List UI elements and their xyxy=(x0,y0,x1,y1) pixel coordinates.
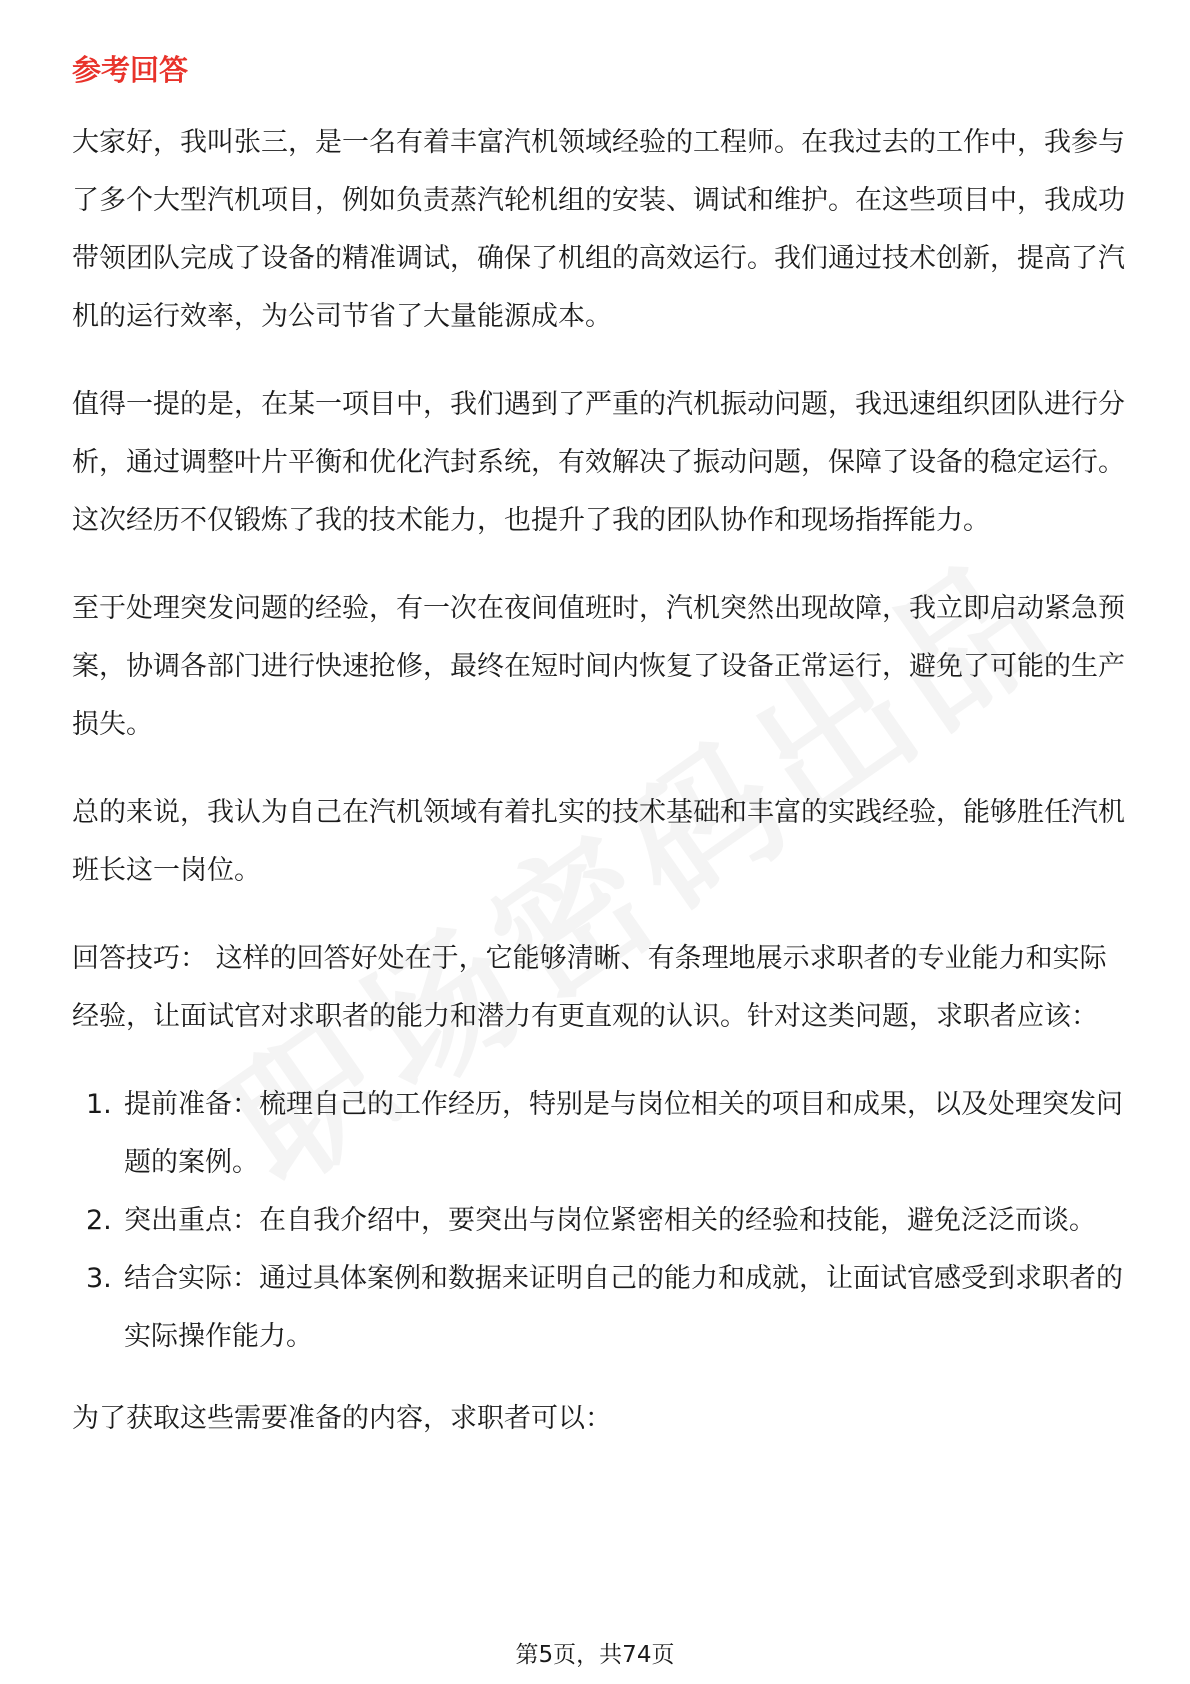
list-item xyxy=(72,1076,1128,1192)
page-number: 第5页，共74页 xyxy=(515,1642,675,1668)
paragraph-intro: 大家好，我叫张三，是一名有着丰富汽机领域经验的工程师。在我过去的工作中，我参与了多个大型汽机项目，例如负责蒸汽轮机组的安装、调试和维护。在这些项目中，我成功带领团队完成了设备的精准调试，确保了机组的高效运行。我们通过技术创新，提高了汽机的运行效率，为公司节省了大量能源成本。 xyxy=(72,127,1125,332)
list-number: 3. xyxy=(86,1263,112,1294)
answer-content xyxy=(72,114,1128,1478)
paragraph-emergency: 至于处理突发问题的经验，有一次在夜间值班时，汽机突然出现故障，我立即启动紧急预案，协调各部门进行快速抢修，最终在短时间内恢复了设备正常运行，避免了可能的生产损失。 xyxy=(72,593,1125,740)
list-item xyxy=(72,1250,1128,1366)
answer-tips: 回答技巧： 这样的回答好处在于，它能够清晰、有条理地展示求职者的专业能力和实际经验，让面试官对求职者的能力和潜力有更直观的认识。针对这类问题，求职者应该： xyxy=(72,943,1107,1032)
tips-list xyxy=(72,1076,1128,1366)
section-heading: 参考回答 xyxy=(72,53,189,87)
list-item xyxy=(72,1192,1128,1250)
paragraph-vibration: 值得一提的是，在某一项目中，我们遇到了严重的汽机振动问题，我迅速组织团队进行分析，通过调整叶片平衡和优化汽封系统，有效解决了振动问题，保障了设备的稳定运行。这次经历不仅锻炼了我的技术能力，也提升了我的团队协作和现场指挥能力。 xyxy=(72,389,1125,536)
list-text: 提前准备：梳理自己的工作经历，特别是与岗位相关的项目和成果，以及处理突发问题的案例。 xyxy=(124,1089,1123,1178)
paragraph-summary: 总的来说，我认为自己在汽机领域有着扎实的技术基础和丰富的实践经验，能够胜任汽机班长这一岗位。 xyxy=(72,797,1125,886)
list-text: 结合实际：通过具体案例和数据来证明自己的能力和成就，让面试官感受到求职者的实际操作能力。 xyxy=(124,1263,1123,1352)
closing-line: 为了获取这些需要准备的内容，求职者可以： xyxy=(72,1403,612,1434)
list-text: 突出重点：在自我介绍中，要突出与岗位紧密相关的经验和技能，避免泛泛而谈。 xyxy=(124,1205,1096,1236)
list-number: 2. xyxy=(86,1205,112,1236)
list-number: 1. xyxy=(86,1089,112,1120)
